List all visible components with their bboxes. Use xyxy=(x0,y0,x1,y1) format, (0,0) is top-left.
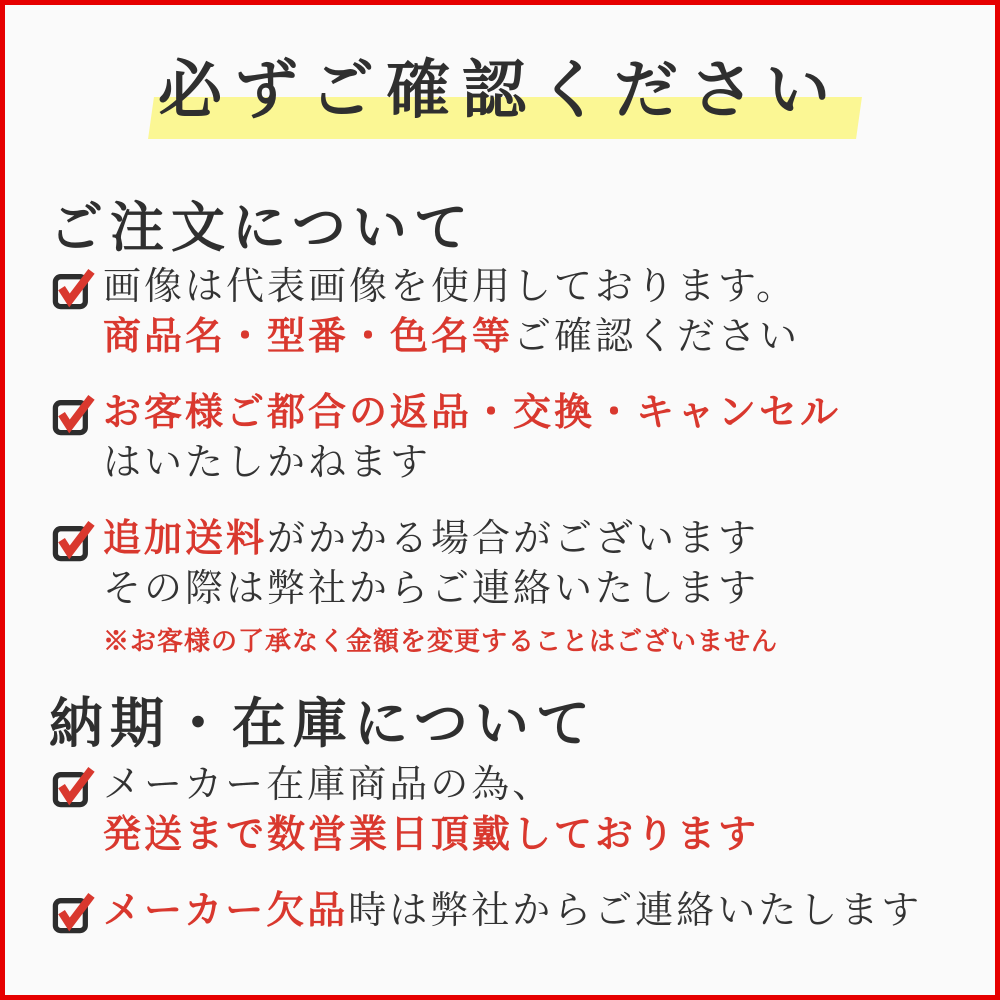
item-line xyxy=(103,885,922,935)
item-line xyxy=(103,261,800,311)
item-text-segment: がかかる場合がございます xyxy=(267,516,760,560)
item-line xyxy=(103,563,778,613)
item-text xyxy=(103,513,778,659)
item-line xyxy=(103,513,778,563)
item-text-segment: はいたしかねます xyxy=(103,440,432,484)
item-text-segment: ご確認ください xyxy=(513,314,801,358)
item-line xyxy=(103,759,759,809)
section-heading-order: ご注文について xyxy=(49,195,475,259)
item-text-emphasis: お客様ご都合の返品・交換・キャンセル xyxy=(103,389,842,434)
list-item xyxy=(51,513,778,659)
item-text-emphasis: メーカー欠品 xyxy=(103,887,349,932)
checkbox-checked-icon xyxy=(51,763,95,811)
item-text xyxy=(103,759,759,859)
item-text-emphasis: 追加送料 xyxy=(103,515,268,560)
item-text-segment: メーカー在庫商品の為、 xyxy=(103,762,554,806)
checkbox-checked-icon xyxy=(51,265,95,313)
item-line xyxy=(103,387,841,437)
list-item xyxy=(51,759,759,859)
item-text-segment: その際は弊社からご連絡いたします xyxy=(103,566,760,610)
page-title: 必ずご確認ください xyxy=(158,53,842,128)
item-text-emphasis: 商品名・型番・色名等 xyxy=(103,313,514,358)
item-text xyxy=(103,261,800,361)
item-line xyxy=(103,809,759,859)
checkbox-checked-icon xyxy=(51,391,95,439)
item-line xyxy=(103,437,841,487)
item-text-segment: 時は弊社からご連絡いたします xyxy=(348,888,923,932)
item-text xyxy=(103,885,922,935)
item-text xyxy=(103,387,841,487)
list-item xyxy=(51,261,800,361)
item-text-segment: 画像は代表画像を使用しております。 xyxy=(103,264,797,308)
section-heading-delivery-stock: 納期・在庫について xyxy=(49,691,597,755)
item-line xyxy=(103,311,800,361)
item-note: ※お客様の了承なく金額を変更することはございません xyxy=(103,627,779,657)
checkbox-checked-icon xyxy=(51,889,95,937)
checkbox-checked-icon xyxy=(51,517,95,565)
item-text-emphasis: 発送まで数営業日頂戴しております xyxy=(103,811,760,856)
list-item xyxy=(51,387,841,487)
list-item xyxy=(51,885,922,937)
